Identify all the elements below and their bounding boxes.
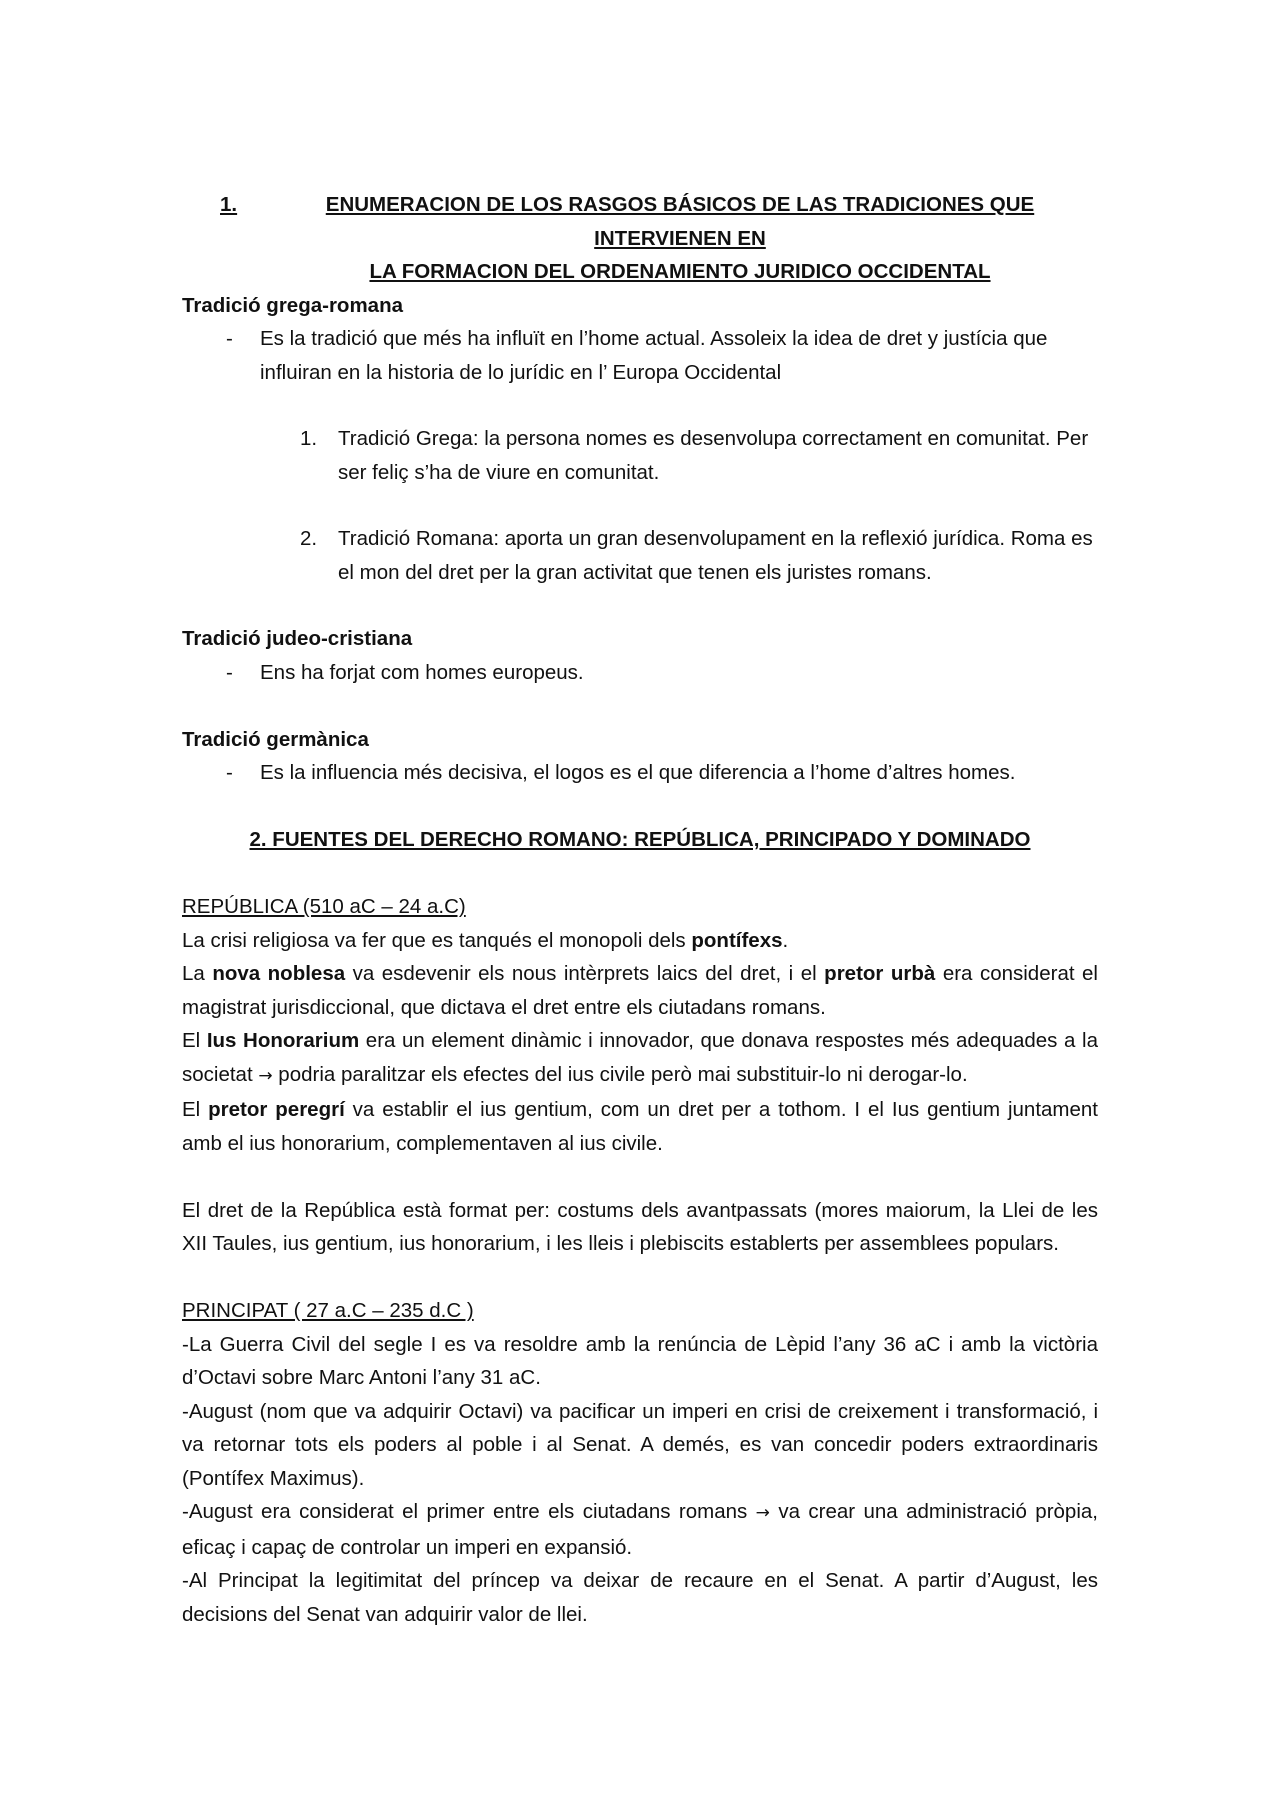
paragraph: -August (nom que va adquirir Octavi) va pacificar un imperi en crisi de creixement i transformació, i va retornar tots els poders al poble i al Senat. A demés, es van concedir poders extraordinaris (Pontífex Maximus).	[182, 1399, 1098, 1490]
paragraph: La nova noblesa va esdevenir els nous intèrprets laics del dret, i el pretor urbà era considerat el magistrat jurisdiccional, que dictava el dret entre els ciutadans romans.	[182, 962, 1098, 1019]
heading-1-line1: ENUMERACION DE LOS RASGOS BÁSICOS DE LAS TRADICIONES QUE INTERVIENEN EN	[325, 193, 1035, 250]
paragraph: -Al Principat la legitimitat del príncep va deixar de recaure en el Senat. A partir d’August, les decisions del Senat van adquirir valor de llei.	[182, 1569, 1098, 1626]
ordered-list-traditions	[182, 422, 1098, 589]
list-item	[300, 422, 1098, 489]
heading-1-text	[262, 188, 1098, 289]
list-item-number: 2.	[300, 527, 318, 550]
section-title-greco-roman: Tradició grega-romana	[182, 293, 404, 317]
paragraph: -La Guerra Civil del segle I es va resoldre amb la renúncia de Lèpid l’any 36 aC i amb la victòria d’Octavi sobre Marc Antoni l’any 31 aC.	[182, 1332, 1098, 1389]
bullet-marker: -	[226, 761, 233, 784]
bullet-judeo-christian	[182, 656, 1098, 690]
bullet-text: Es la influencia més decisiva, el logos es el que diferencia a l’home d’altres homes.	[260, 761, 1016, 784]
section-title-germanic: Tradició germànica	[182, 727, 369, 751]
bullet-text: Ens ha forjat com homes europeus.	[260, 660, 584, 684]
bullet-greco-roman	[182, 322, 1098, 389]
paragraph: El Ius Honorarium era un element dinàmic i innovador, que donava respostes més adequades a la societat → podria paralitzar els efectes del ius civile però mai substituir-lo ni derogar-lo.	[182, 1029, 1098, 1086]
list-item-number: 1.	[300, 427, 318, 450]
paragraph: La crisi religiosa va fer que es tanqués el monopoli dels pontífexs.	[182, 928, 789, 952]
heading-1-line2: LA FORMACION DEL ORDENAMIENTO JURIDICO OCCIDENTAL	[369, 260, 991, 283]
paragraph: -August era considerat el primer entre els ciutadans romans → va crear una administració pròpia, eficaç i capaç de controlar un imperi en expansió.	[182, 1500, 1098, 1559]
bullet-germanic	[182, 756, 1098, 790]
arrow-right-icon: →	[755, 1503, 770, 1523]
list-item-text: Tradició Grega: la persona nomes es desenvolupa correctament en comunitat. Per ser feliç s’ha de viure en comunitat.	[338, 427, 1089, 484]
bullet-marker: -	[226, 327, 233, 350]
heading-1-number: 1.	[220, 193, 238, 216]
subsection-title-principat: PRINCIPAT ( 27 a.C – 235 d.C )	[182, 1299, 474, 1322]
list-item	[300, 522, 1098, 589]
heading-1	[182, 188, 1098, 289]
arrow-right-icon: →	[258, 1065, 273, 1086]
paragraph: El dret de la República està format per: costums dels avantpassats (mores maiorum, la Llei de les XII Taules, ius gentium, ius honorarium, i les lleis i plebiscits establerts per assemblees populars.	[182, 1198, 1098, 1255]
list-item-text: Tradició Romana: aporta un gran desenvolupament en la reflexió jurídica. Roma es el mon del dret per la gran activitat que tenen els juristes romans.	[338, 527, 1093, 584]
section-title-judeo-christian: Tradició judeo-cristiana	[182, 627, 413, 650]
heading-2: 2. FUENTES DEL DERECHO ROMANO: REPÚBLICA, PRINCIPADO Y DOMINADO	[249, 828, 1031, 851]
paragraph: El pretor peregrí va establir el ius gentium, com un dret per a tothom. I el Ius gentium juntament amb el ius honorarium, complementaven al ius civile.	[182, 1098, 1098, 1155]
bullet-text: Es la tradició que més ha influït en l’home actual. Assoleix la idea de dret y justícia que influiran en la historia de lo jurídic en l’ Europa Occidental	[260, 327, 1048, 384]
bullet-marker: -	[226, 660, 233, 684]
subsection-title-republica: REPÚBLICA (510 aC – 24 a.C)	[182, 895, 466, 918]
